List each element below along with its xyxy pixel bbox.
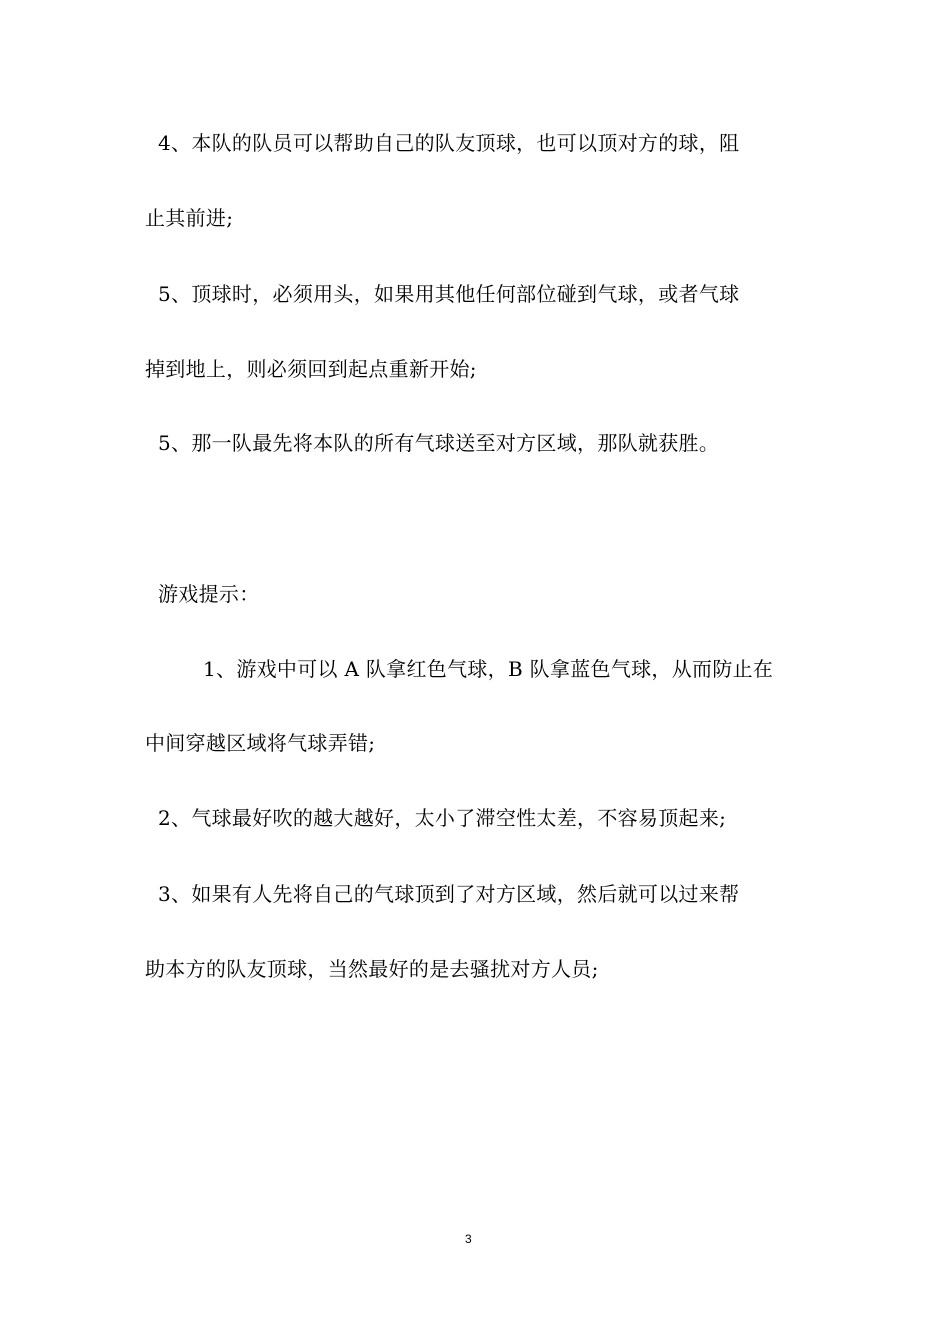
rule-4-line-2: 止其前进; (145, 206, 234, 230)
tip-1-line-1: 1、游戏中可以 A 队拿红色气球，B 队拿蓝色气球，从而防止在 (203, 657, 774, 681)
rule-5-line-1: 5、顶球时，必须用头，如果用其他任何部位碰到气球，或者气球 (158, 282, 740, 306)
tip-2-line-1: 2、气球最好吹的越大越好，太小了滞空性太差，不容易顶起来; (158, 806, 727, 830)
rule-4-line-1: 4、本队的队员可以帮助自己的队友顶球，也可以顶对方的球，阻 (158, 131, 740, 155)
page-number: 3 (465, 1232, 472, 1246)
rule-5-line-2: 掉到地上，则必须回到起点重新开始; (145, 357, 477, 381)
rule-6-line-1: 5、那一队最先将本队的所有气球送至对方区域，那队就获胜。 (158, 431, 720, 455)
tip-1-line-2: 中间穿越区域将气球弄错; (145, 731, 376, 755)
tips-heading: 游戏提示： (158, 582, 260, 606)
tip-3-line-1: 3、如果有人先将自己的气球顶到了对方区域，然后就可以过来帮 (158, 882, 740, 906)
tip-3-line-2: 助本方的队友顶球，当然最好的是去骚扰对方人员; (145, 957, 599, 981)
